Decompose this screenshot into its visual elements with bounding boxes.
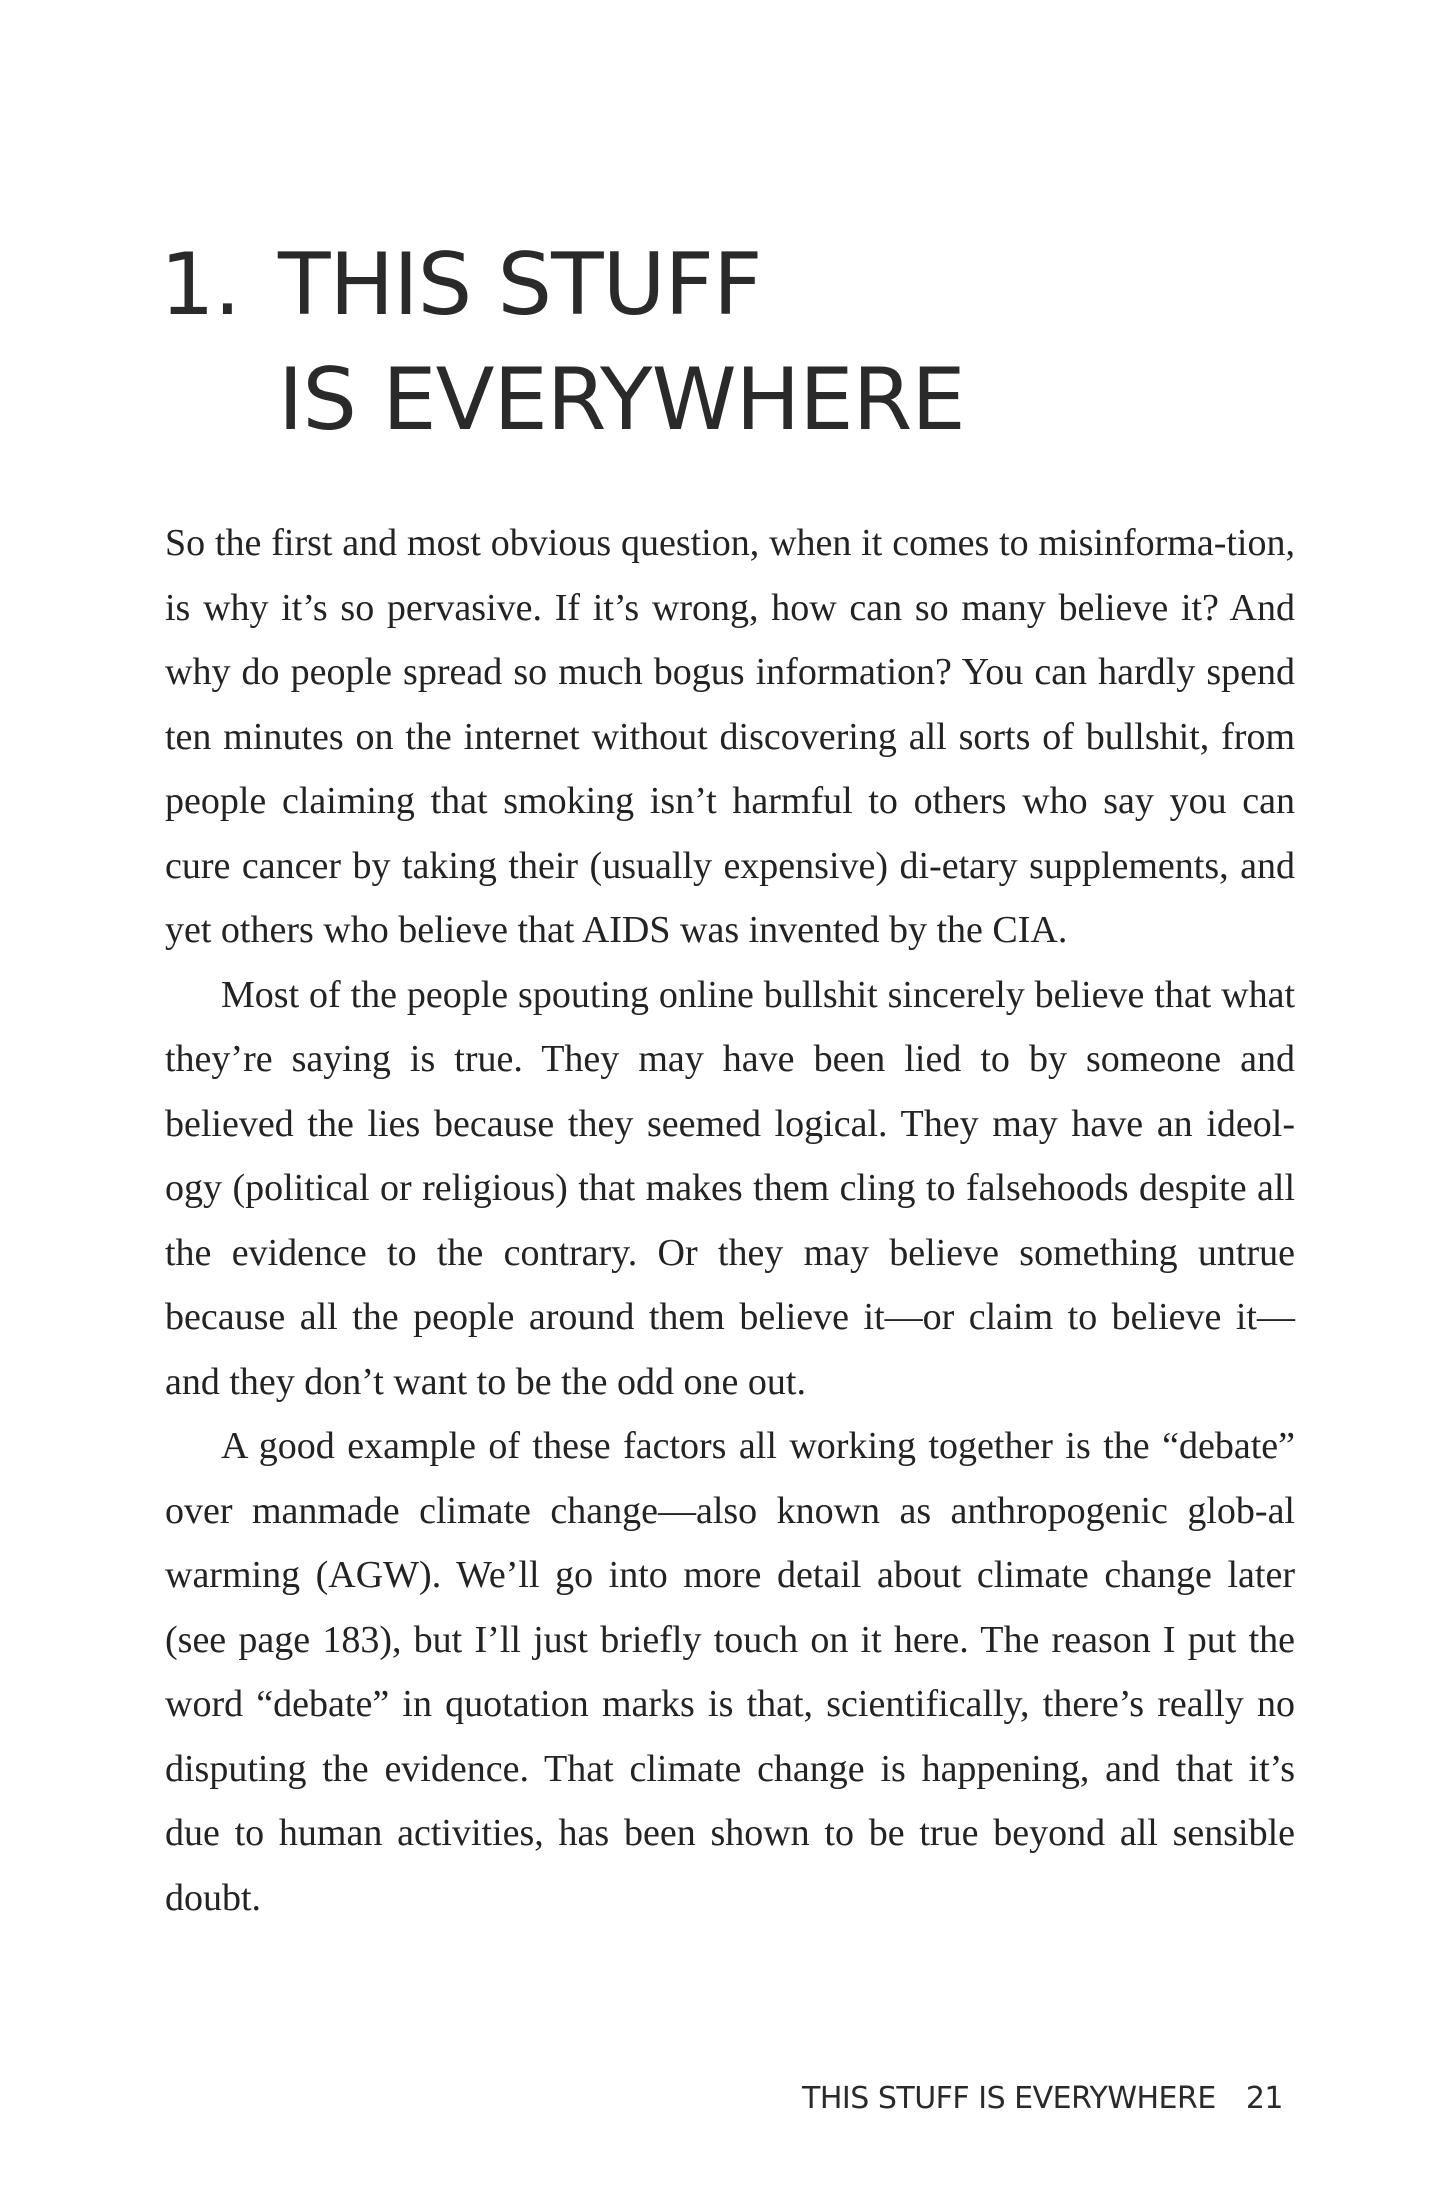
running-title: THIS STUFF IS EVERYWHERE [802, 2081, 1216, 2116]
chapter-title-line-2: IS EVERYWHERE [278, 349, 965, 450]
chapter-title-line-1: THIS STUFF [278, 234, 762, 335]
paragraph-3: A good example of these factors all working together is the “debate” over manmade climate change—also known as anthropogenic glob-al warming (AGW). We’ll go into more detail about climate change later (see page 183), but I’ll just briefly touch on it here. The reason I put the word “debate” in quotation marks is that, scientifically, there’s really no disputing the evidence. That climate change is happening, and that it’s due to human activities, has been shown to be true beyond all sensible doubt. [165, 1425, 1295, 1919]
chapter-heading [160, 228, 1160, 458]
paragraph-2: Most of the people spouting online bullshit sincerely believe that what they’re saying is true. They may have been lied to by someone and believed the lies because they seemed logical. They may have an ideol-ogy (political or religious) that makes them cling to falsehoods despite all the evidence to the contrary. Or they may believe something untrue because all the people around them believe it—or claim to believe it—and they don’t want to be the odd one out. [165, 973, 1295, 1403]
page-number: 21 [1245, 2081, 1283, 2116]
running-footer [802, 2081, 1283, 2116]
chapter-number: 1. [160, 234, 241, 335]
body-text [165, 511, 1295, 1930]
paragraph-1: So the first and most obvious question, when it comes to misinforma-tion, is why it’s so pervasive. If it’s wrong, how can so many believe it? And why do people spread so much bogus information? You can hardly spend ten minutes on the internet without discovering all sorts of bullshit, from people claiming that smoking isn’t harmful to others who say you can cure cancer by taking their (usually expensive) di-etary supplements, and yet others who believe that AIDS was invented by the CIA. [165, 522, 1295, 951]
